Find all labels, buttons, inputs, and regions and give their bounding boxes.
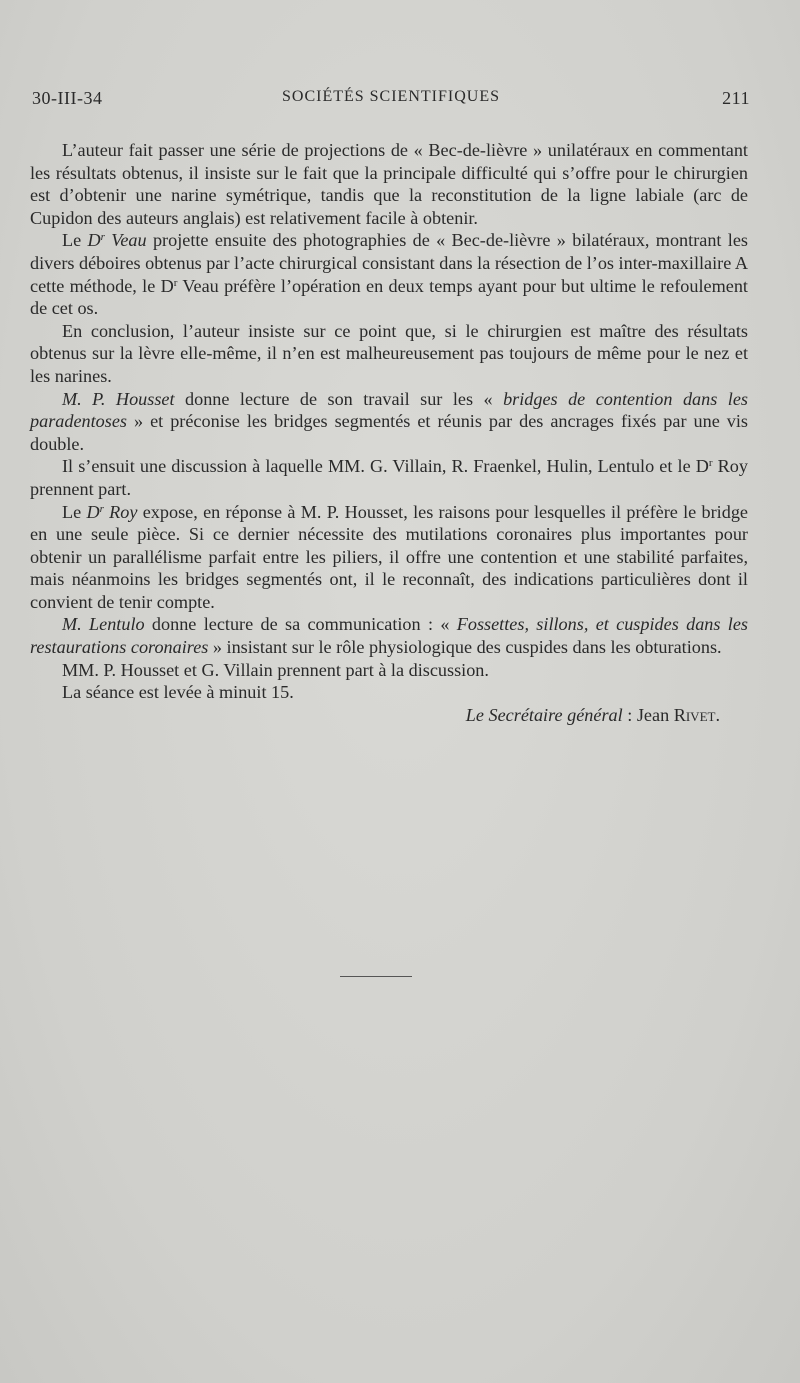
- p2-doctor-name: $D^r$ Veau: [87, 230, 147, 251]
- running-head: [32, 88, 750, 116]
- p6-doctor-name: $D^r$ Roy: [86, 501, 138, 522]
- page-number: 211: [722, 88, 750, 108]
- signature-last-name: Rivet: [673, 704, 716, 725]
- p5-sup: r: [708, 457, 713, 470]
- p4-speaker: M. P. Housset: [62, 388, 175, 409]
- p7-speaker: M. Lentulo: [62, 614, 145, 635]
- paragraph-6: [30, 501, 748, 614]
- article-body: [30, 139, 748, 726]
- signature-first-name: Jean: [636, 704, 674, 725]
- section-divider-rule: [340, 976, 412, 977]
- signature-role: Le Secrétaire général: [465, 704, 623, 725]
- paragraph-7: [30, 613, 748, 658]
- p4-text-b: » et préconise les bridges segmentés et réunis par des ancrages fixés par une vis double.: [30, 411, 748, 454]
- paragraph-5: [30, 455, 748, 500]
- p4-text-a: donne lecture de son travail sur les «: [174, 388, 504, 409]
- signature: [30, 704, 748, 727]
- p6-lead: Le: [62, 501, 87, 522]
- p2-sup: r: [173, 276, 178, 289]
- paragraph-9: La séance est levée à minuit 15.: [62, 682, 294, 703]
- p7-text-a: donne lecture de sa communication : «: [144, 614, 457, 635]
- paragraph-4: [30, 388, 748, 456]
- signature-separator: :: [622, 704, 637, 725]
- p5-text-a: Il s’ensuit une discussion à laquelle MM. G. Villain, R. Fraenkel, Hulin, Lentulo et le D: [62, 456, 709, 477]
- signature-period: .: [715, 704, 720, 725]
- p4-title: bridges de contention dans les paradentoses: [30, 388, 748, 432]
- header-date: 30-III-34: [32, 88, 103, 108]
- p2-text-b: Veau préfère l’opération en deux temps ayant pour but ultime le refoulement de cet os.: [30, 275, 748, 319]
- header-section-title: SOCIÉTÉS SCIENTIFIQUES: [281, 88, 500, 105]
- paragraph-8: MM. P. Housset et G. Villain prennent part à la discussion.: [62, 659, 489, 680]
- p2-text-a: projette ensuite des photographies de « Bec-de-lièvre » bilatéraux, montrant les divers déboires obtenus par l’acte chirurgical consistant dans la résection de l’os inter-maxillaire A cette méthode, le D: [30, 230, 748, 296]
- paragraph-1: L’auteur fait passer une série de projections de « Bec-de-lièvre » unilatéraux en commentant les résultats obtenus, il insiste sur le fait que la principale difficulté qui s’offre pour le chirurgien est d’obtenir une narine symétrique, tandis que la reconstitution de la ligne labiale (arc de Cupidon des auteurs anglais) est relativement facile à obtenir.: [30, 140, 748, 228]
- p5-text-b: Roy prennent part.: [30, 456, 748, 499]
- p7-title: Fossettes, sillons, et cuspides dans les restaurations coronaires: [30, 614, 748, 658]
- p2-lead: Le: [62, 230, 88, 251]
- p6-text: expose, en réponse à M. P. Housset, les raisons pour lesquelles il préfère le bridge en une seule pièce. Si ce dernier nécessite des mutilations coronaires plus importantes pour obtenir un parallélisme parfait entre les piliers, il offre une contention et une stabilité parfaites, mais néanmoins les bridges segmentés ont, il le reconnaît, des indications particulières dont il convient de tenir compte.: [30, 501, 748, 612]
- p7-text-b: » insistant sur le rôle physiologique des cuspides dans les obturations.: [208, 637, 722, 658]
- paragraph-3: En conclusion, l’auteur insiste sur ce point que, si le chirurgien est maître des résultats obtenus sur la lèvre elle-même, il n’en est malheureusement pas toujours de même pour le nez et les narines.: [30, 320, 748, 386]
- paragraph-2: [30, 229, 748, 319]
